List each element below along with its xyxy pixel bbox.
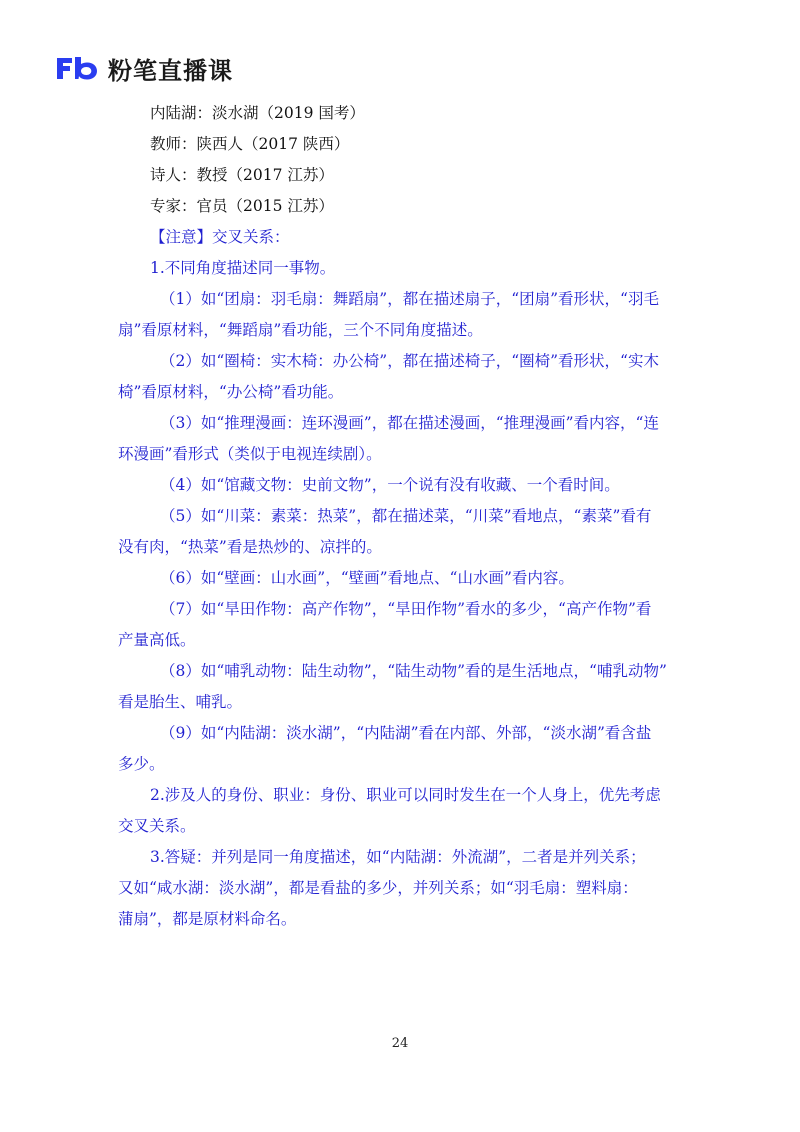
note-item [118,470,688,501]
example-line: 内陆湖：淡水湖（2019 国考） [150,104,365,122]
note-item-line: （6）如“壁画：山水画”，“壁画”看地点、“山水画”看内容。 [160,569,574,587]
note-item-line: 看是胎生、哺乳。 [118,693,243,711]
page-number: 24 [391,1036,409,1051]
note-point-3 [118,842,688,935]
fenbi-logo-icon [54,54,100,82]
note-item-line: 椅”看原材料，“办公椅”看功能。 [118,383,344,401]
note-item [118,594,688,656]
note-item [118,408,688,470]
note-item-line: 扇”看原材料，“舞蹈扇”看功能，三个不同角度描述。 [118,321,483,339]
note-item-line: （1）如“团扇：羽毛扇：舞蹈扇”，都在描述扇子，“团扇”看形状，“羽毛 [160,290,659,308]
brand-title: 粉笔直播课 [108,56,233,85]
note-item [118,656,688,718]
note-item-line: 没有肉，“热菜”看是热炒的、凉拌的。 [118,538,382,556]
note-item-line: （2）如“圈椅：实木椅：办公椅”，都在描述椅子，“圈椅”看形状，“实木 [160,352,659,370]
note-item [118,563,688,594]
note-item-line: 产量高低。 [118,631,196,649]
note-item-line: （9）如“内陆湖：淡水湖”，“内陆湖”看在内部、外部，“淡水湖”看含盐 [160,724,652,742]
example-line: 教师：陕西人（2017 陕西） [150,135,350,153]
note-heading: 【注意】交叉关系： [150,228,290,246]
note-item-line: （5）如“川菜：素菜：热菜”，都在描述菜，“川菜”看地点，“素菜”看有 [160,507,652,525]
note-item [118,718,688,780]
note-item-line: （3）如“推理漫画：连环漫画”，都在描述漫画，“推理漫画”看内容，“连 [160,414,659,432]
note-item-line: （4）如“馆藏文物：史前文物”，一个说有没有收藏、一个看时间。 [160,476,620,494]
note-point-line: 2.涉及人的身份、职业：身份、职业可以同时发生在一个人身上，优先考虑 [150,786,661,804]
note-item [118,284,688,346]
note-point-line: 交叉关系。 [118,817,196,835]
document-body [118,98,688,935]
note-point-2 [118,780,688,842]
note-item-line: （7）如“旱田作物：高产作物”，“旱田作物”看水的多少，“高产作物”看 [160,600,652,618]
note-item [118,501,688,563]
note-item-line: 多少。 [118,755,165,773]
note-point-line: 又如“咸水湖：淡水湖”，都是看盐的多少，并列关系；如“羽毛扇：塑料扇： [118,879,638,897]
note-point-line: 3.答疑：并列是同一角度描述，如“内陆湖：外流湖”，二者是并列关系； [150,848,646,866]
note-point-1: 1.不同角度描述同一事物。 [150,259,336,277]
note-item-line: （8）如“哺乳动物：陆生动物”，“陆生动物”看的是生活地点，“哺乳动物” [160,662,667,680]
page-header [54,50,233,86]
note-item-line: 环漫画”看形式（类似于电视连续剧）。 [118,445,382,463]
note-point-line: 蒲扇”，都是原材料命名。 [118,910,297,928]
note-item [118,346,688,408]
example-line: 诗人：教授（2017 江苏） [150,166,334,184]
example-line: 专家：官员（2015 江苏） [150,197,334,215]
